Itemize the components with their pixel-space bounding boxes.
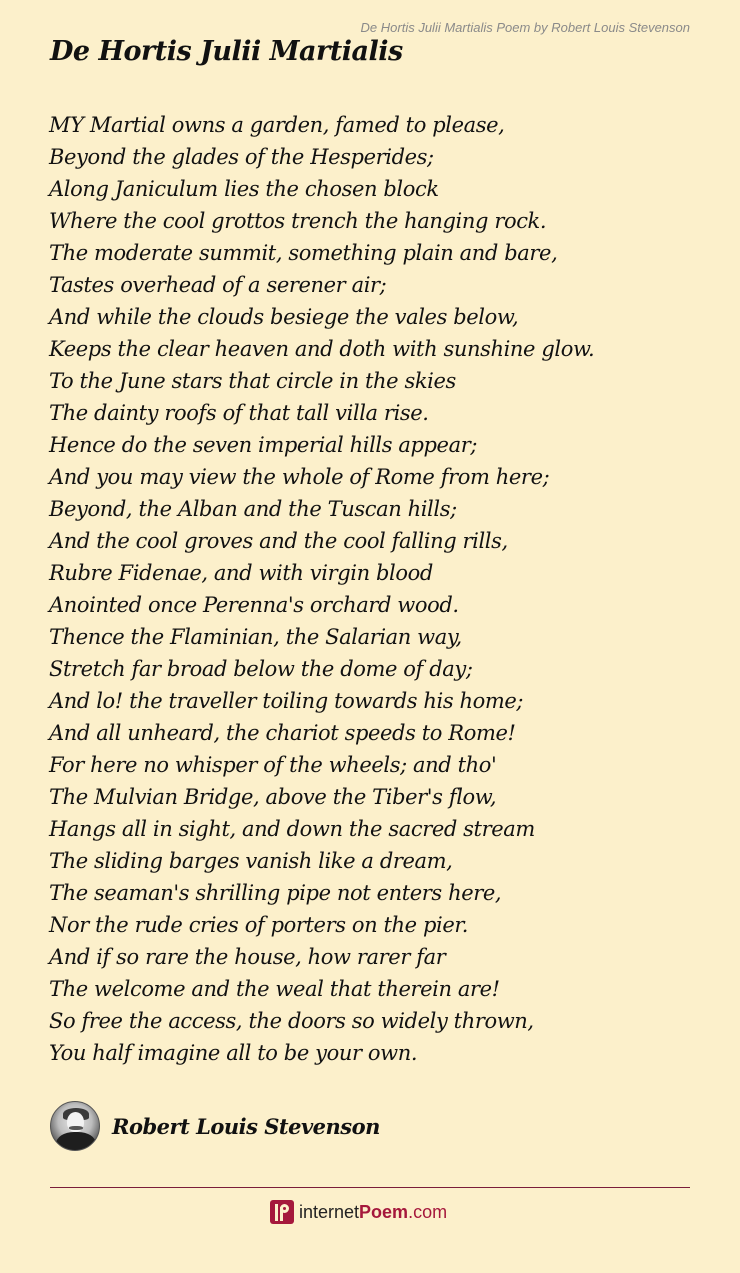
poem-line: And the cool groves and the cool falling rills, bbox=[49, 529, 508, 553]
poem-line: Hangs all in sight, and down the sacred stream bbox=[49, 817, 535, 841]
poem-line: For here no whisper of the wheels; and tho' bbox=[49, 753, 497, 777]
poem-line: And lo! the traveller toiling towards his home; bbox=[49, 689, 524, 713]
poem-line: The welcome and the weal that therein are! bbox=[49, 977, 500, 1001]
poem-line: Beyond, the Alban and the Tuscan hills; bbox=[49, 497, 457, 521]
poem-line: The sliding barges vanish like a dream, bbox=[49, 849, 453, 873]
poem-line: So free the access, the doors so widely thrown, bbox=[49, 1009, 534, 1033]
poem-line: Hence do the seven imperial hills appear; bbox=[49, 433, 478, 457]
poem-line: And you may view the whole of Rome from here; bbox=[49, 465, 550, 489]
author-avatar bbox=[50, 1101, 100, 1151]
footer-divider bbox=[50, 1187, 690, 1188]
poem-line: Thence the Flaminian, the Salarian way, bbox=[49, 625, 462, 649]
poem-line: MY Martial owns a garden, famed to please, bbox=[49, 113, 505, 137]
poem-line: Beyond the glades of the Hesperides; bbox=[49, 145, 434, 169]
poem-line: Along Janiculum lies the chosen block bbox=[49, 177, 439, 201]
poem-line: And if so rare the house, how rarer far bbox=[49, 945, 446, 969]
poem-line: You half imagine all to be your own. bbox=[49, 1041, 418, 1065]
site-brand-text bbox=[299, 1202, 447, 1223]
brand-suffix: .com bbox=[408, 1201, 448, 1222]
poem-line: Rubre Fidenae, and with virgin blood bbox=[49, 561, 433, 585]
poem-line: The Mulvian Bridge, above the Tiber's flow, bbox=[49, 785, 497, 809]
poem-line: And all unheard, the chariot speeds to Rome! bbox=[49, 721, 516, 745]
poem-line: And while the clouds besiege the vales below, bbox=[49, 305, 519, 329]
brand-bold: Poem bbox=[359, 1201, 409, 1222]
poem-line: Anointed once Perenna's orchard wood. bbox=[49, 593, 459, 617]
poem-line: Tastes overhead of a serener air; bbox=[49, 273, 387, 297]
poem-line: Keeps the clear heaven and doth with sunshine glow. bbox=[49, 337, 595, 361]
poem-line: Stretch far broad below the dome of day; bbox=[49, 657, 473, 681]
poem-line: The seaman's shrilling pipe not enters here, bbox=[49, 881, 502, 905]
poem-line: The moderate summit, something plain and bare, bbox=[49, 241, 558, 265]
poem-line: Where the cool grottos trench the hanging rock. bbox=[49, 209, 547, 233]
author-row bbox=[50, 1100, 380, 1152]
author-name: Robert Louis Stevenson bbox=[112, 1113, 380, 1139]
poem-title: De Hortis Julii Martialis bbox=[50, 36, 403, 67]
poem-line: Nor the rude cries of porters on the pier. bbox=[49, 913, 468, 937]
poem-line: The dainty roofs of that tall villa rise. bbox=[49, 401, 429, 425]
poem-line: To the June stars that circle in the skies bbox=[49, 369, 456, 393]
site-brand-link[interactable] bbox=[270, 1199, 447, 1225]
brand-prefix: internet bbox=[299, 1201, 360, 1222]
page-caption: De Hortis Julii Martialis Poem by Robert Louis Stevenson bbox=[360, 20, 690, 35]
ip-logo-icon bbox=[270, 1200, 294, 1224]
poem-body bbox=[49, 109, 709, 1069]
